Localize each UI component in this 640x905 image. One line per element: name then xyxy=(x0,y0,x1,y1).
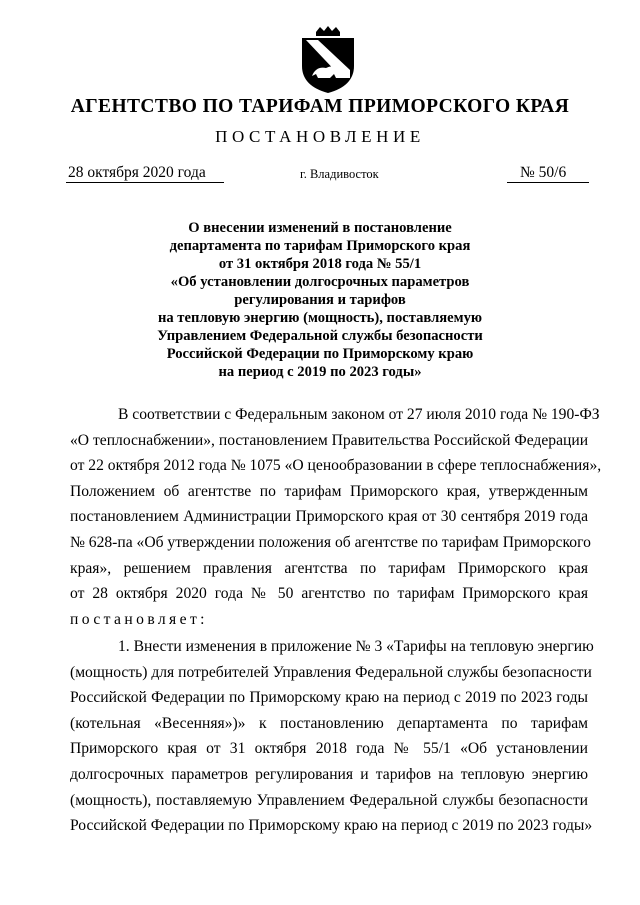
text-line: 1. Внести изменения в приложение № 3 «Тарифы на тепловую энергию xyxy=(118,638,594,655)
text-line: Положением об агентстве по тарифам Приморского края, утвержденным xyxy=(70,482,588,500)
heading-line: О внесении изменений в постановление xyxy=(188,220,452,236)
text-line: № 628-па «Об утверждении положения об агентстве по тарифам Приморского xyxy=(70,533,591,551)
text-line: постановлением Администрации Приморского края от 30 сентября 2019 года xyxy=(70,508,588,526)
text-line: «О теплоснабжении», постановлением Правительства Российской Федерации xyxy=(70,431,589,449)
heading-line: «Об установлении долгосрочных параметров xyxy=(170,274,470,290)
text-line: Российской Федерации по Приморскому краю на период с 2019 по 2023 годы» xyxy=(70,817,593,835)
heading-line: регулирования и тарифов xyxy=(234,292,406,308)
heading-line: Управлением Федеральной службы безопасности xyxy=(157,328,483,344)
text-line: (котельная «Весенняя»)» к постановлению департамента по тарифам xyxy=(70,714,588,732)
text-line: В соответствии с Федеральным законом от 27 июля 2010 года № 190-ФЗ xyxy=(118,406,600,423)
document-heading xyxy=(120,219,520,381)
agency-title: АГЕНТСТВО ПО ТАРИФАМ ПРИМОРСКОГО КРАЯ xyxy=(70,96,570,117)
number-underline xyxy=(507,182,589,183)
paragraph-item-1 xyxy=(70,634,594,839)
text-line: Приморского края от 31 октября 2018 года № 55/1 «Об установлении xyxy=(70,740,588,758)
text-line-resolves: постановляет: xyxy=(70,610,208,628)
heading-line: на тепловую энергию (мощность), поставляемую xyxy=(157,310,483,326)
text-line: (мощность), поставляемую Управлением Федеральной службы безопасности xyxy=(70,791,588,809)
heading-line: департамента по тарифам Приморского края xyxy=(169,238,471,254)
paragraph-preamble xyxy=(70,402,602,632)
coat-of-arms-icon xyxy=(296,26,360,94)
document-date: 28 октября 2020 года xyxy=(68,164,206,181)
text-line: от 22 октября 2012 года № 1075 «О ценообразовании в сфере теплоснабжения», xyxy=(70,457,602,475)
heading-line: на период с 2019 по 2023 годы» xyxy=(218,364,422,380)
heading-line: от 31 октября 2018 года № 55/1 xyxy=(218,256,422,272)
document-city: г. Владивосток xyxy=(300,167,379,181)
date-underline xyxy=(66,182,224,183)
heading-line: Российской Федерации по Приморскому краю xyxy=(166,346,474,362)
text-line: края», решением правления агентства по тарифам Приморского края xyxy=(70,559,588,577)
text-line: (мощность) для потребителей Управления Федеральной службы безопасности xyxy=(70,663,592,681)
text-line: Российской Федерации по Приморскому краю на период с 2019 по 2023 годы xyxy=(70,689,588,707)
document-type: ПОСТАНОВЛЕНИЕ xyxy=(215,127,425,146)
text-line: от 28 октября 2020 года № 50 агентство по тарифам Приморского края xyxy=(70,585,588,603)
text-line: долгосрочных параметров регулирования и тарифов на тепловую энергию xyxy=(70,765,588,783)
document-number: № 50/6 xyxy=(520,164,567,181)
